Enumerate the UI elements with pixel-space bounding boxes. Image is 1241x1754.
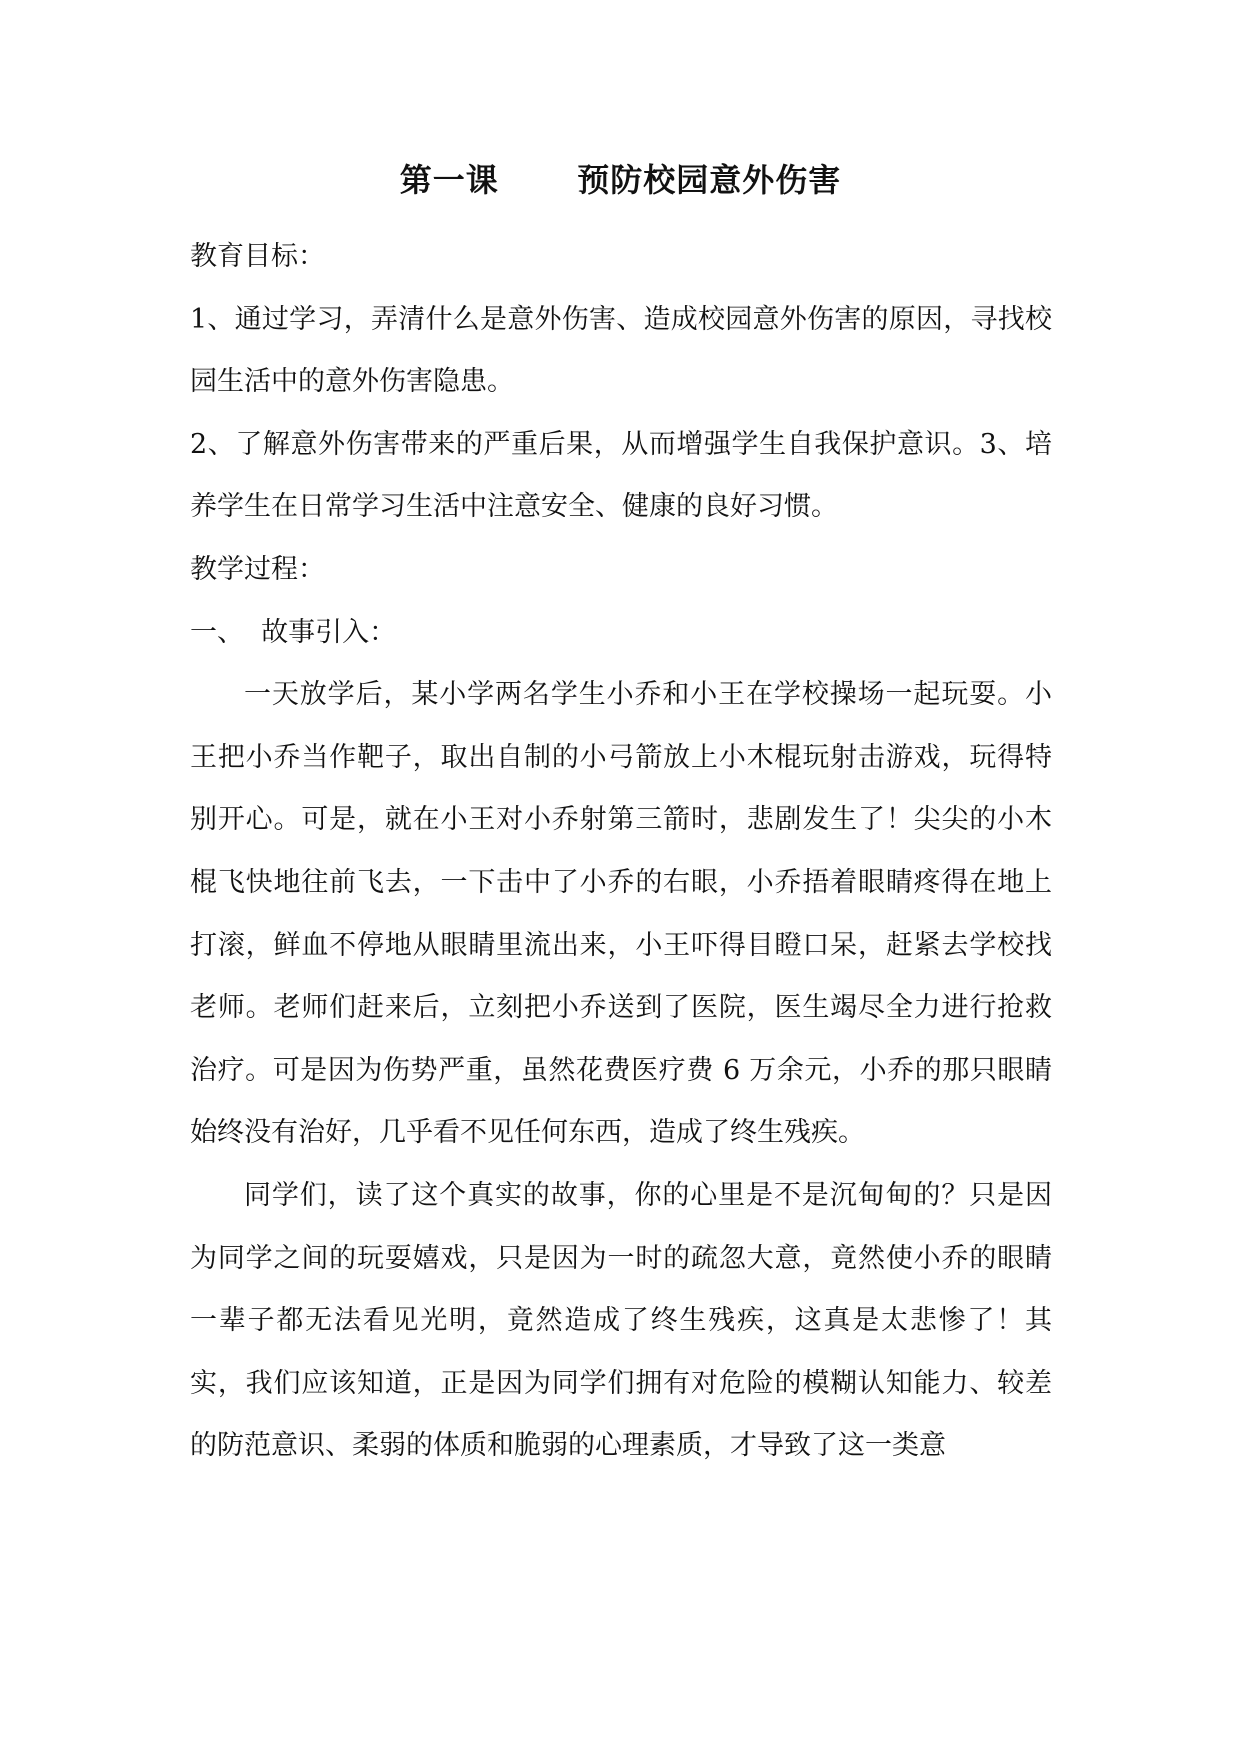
lesson-title: 第一课 预防校园意外伤害 [399,161,842,199]
objective-item-1: 1、通过学习，弄清什么是意外伤害、造成校园意外伤害的原因，寻找校园生活中的意外伤害隐患。 [190,303,1052,398]
document-body [190,226,1052,1478]
section-1-heading: 一、 故事引入： [190,616,397,648]
objective-item-2-3: 2、了解意外伤害带来的严重后果，从而增强学生自我保护意识。3、培养学生在日常学习生活中注意安全、健康的良好习惯。 [190,428,1052,523]
objectives-heading: 教育目标： [190,241,325,272]
process-heading: 教学过程： [190,553,325,585]
story-paragraph: 一天放学后，某小学两名学生小乔和小王在学校操场一起玩耍。小王把小乔当作靶子，取出自制的小弓箭放上小木棍玩射击游戏，玩得特别开心。可是，就在小王对小乔射第三箭时，悲剧发生了！尖尖的小木棍飞快地往前飞去，一下击中了小乔的右眼，小乔捂着眼睛疼得在地上打滚，鲜血不停地从眼睛里流出来，小王吓得目瞪口呆，赶紧去学校找老师。老师们赶来后，立刻把小乔送到了医院，医生竭尽全力进行抢救治疗。可是因为伤势严重，虽然花费医疗费 6 万余元，小乔的那只眼睛始终没有治好，几乎看不见任何东西，造成了终生残疾。 [190,679,1052,1149]
reflection-paragraph: 同学们，读了这个真实的故事，你的心里是不是沉甸甸的？只是因为同学之间的玩耍嬉戏，只是因为一时的疏忽大意，竟然使小乔的眼睛一辈子都无法看见光明，竟然造成了终生残疾，这真是太悲惨了！其实，我们应该知道，正是因为同学们拥有对危险的模糊认知能力、较差的防范意识、柔弱的体质和脆弱的心理素质，才导致了这一类意 [190,1179,1052,1462]
